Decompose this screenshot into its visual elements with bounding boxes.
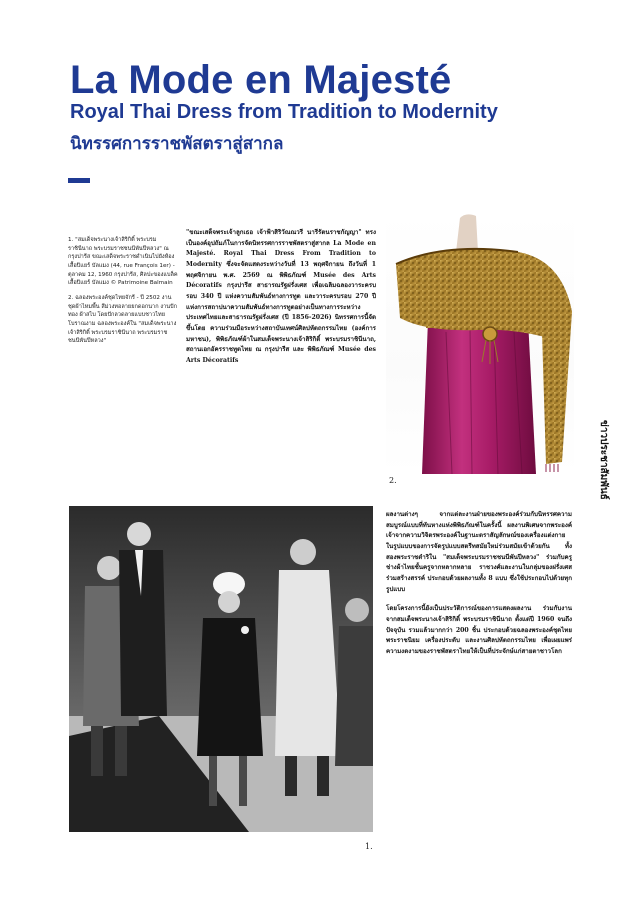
- article-paragraph: ผลงานต่างๆ จากแต่ละงานฝ่ายของพระองค์ร่วมกับนิทรรศความสมบูรณ์แบบที่ทันหางแห่งพิพิธภัณฑ์ในครั้งนี้ ผลงานพิเศษจากพระองค์เจ้าจากความวิจิตรพระองค์ในฐานะตราสัญลักษณ์ของเครื่องแต่งกายในรูปแบบของการจัดรูปแบบสตรีทสมัยใหม่ร่วมสมัยเข้าด้วยกัน ทั้งสองพระราชดำริใน "สมเด็จพระบรมราชชนนีพันปีหลวง" ร่วมกับครูช่างผ้าไทยชั้นครูจากหลากหลาย ราชวงศ์และงานในกลุ่มของฝรั่งเศสร่วมสร้างสรรค์ ประกอบด้วยผลงานทั้ง 8 แบบ ซึ่งใช้ประกอบไปด้วยทุกรูปแบบ: [386, 511, 572, 593]
- article-paragraph: "ขณะเสด็จพระเจ้าลูกเธอ เจ้าฟ้าสิริวัณณวรี นารีรัตนราชกัญญา" ทรงเป็นองค์อุปถัมภ์ในการจัดนิทรรศการราชพัสตราสู่สากล La Mode en Majesté. Royal Thai Dress From Tradition to Modernity ซึ่งจะจัดแสดงระหว่างวันที่ 13 พฤศจิกายน ถึงวันที่ 1 พฤศจิกายน พ.ศ. 2569 ณ พิพิธภัณฑ์ Musée des Arts Décoratifs กรุงปารีส สาธารณรัฐฝรั่งเศส เพื่อเฉลิมฉลองวาระครบรอบ 340 ปี แห่งความสัมพันธ์ทางการทูต และวาระครบรอบ 270 ปี แห่งการสถาปนาความสัมพันธ์ทางการทูตอย่างเป็นทางการระหว่างประเทศไทยและสาธารณรัฐฝรั่งเศส (ปี 1856-2026) นิทรรศการนี้จัดขึ้นโดย ความร่วมมือระหว่างสถาบันเทศน์ศิลปหัตถกรรมไทย (องค์การมหาชน), พิพิธภัณฑ์ผ้าในสมเด็จพระนางเจ้าสิริกิติ์ พระบรมราชินีนาถ, สถานเอกอัครราชทูตไทย ณ กรุงปารีส และ พิพิธภัณฑ์ Musée des Arts Décoratifs: [186, 229, 376, 364]
- dress-photo: [386, 212, 574, 474]
- caption-photo-1: 1.: [365, 842, 373, 851]
- side-section-label: ข่าวประชาสัมพันธ์: [598, 420, 609, 500]
- article-paragraph: โดยโครงการนี้ยังเป็นประวัติการณ์ของการแสดงผลงาน ร่วมกับงานจากสมเด็จพระนางเจ้าสิริกิติ์ พระบรมราชินีนาถ ตั้งแต่ปี 1960 จนถึงปัจจุบัน รวมแล้วมากกว่า 200 ชิ้น ประกอบด้วยฉลองพระองค์ชุดไทยพระราชนิยม เครื่องประดับ และงานศิลปหัตถกรรมไทย เพื่อเผยแพร่ความงดงามของราชพัสตราไทยให้เป็นที่ประจักษ์แก่สายตาชาวโลก: [386, 605, 572, 655]
- caption-photo-2: 2.: [389, 476, 397, 485]
- page-subtitle-thai: นิทรรศการราชพัสตราสู่สากล: [70, 134, 284, 154]
- historical-photo-illustration: [69, 506, 373, 832]
- page-title: La Mode en Majesté: [70, 58, 452, 102]
- photo-notes: [68, 236, 178, 352]
- article-column-1: [186, 228, 376, 367]
- dress-illustration: [386, 212, 574, 474]
- accent-bar: [68, 178, 90, 183]
- page-subtitle-english: Royal Thai Dress from Tradition to Modernity: [70, 101, 498, 123]
- photo-note-1: 1. "สมเด็จพระนางเจ้าสิริกิติ์ พระบรมราชินีนาถ พระบรมราชชนนีพันปีหลวง" ณ กรุงปารีส ขณะเสด็จพระราชดำเนินไปยังห้องเสื้อปิแยร์ บัลแมง (44, rue François 1er) - ตุลาคม 12, 1960 กรุงปารีส, ศิลปะของแบล็คเสื้อปิแยร์ บัลแมง © Patrimoine Balmain: [68, 237, 178, 287]
- article-column-2: [386, 510, 572, 667]
- historical-photo: [69, 506, 373, 832]
- photo-note-2: 2. ฉลองพระองค์ชุดไทยจักรี - ปี 2502 งานชุดผ้าไหมพื้น สีม่วงทอลายยกดอกนาก งานปักทอง ผ้าสไบ โดยปักลวดลายแบบชาวไทยโบราณงาม ฉลองพระองค์ใน "สมเด็จพระนางเจ้าสิริกิติ์ พระบรมราชินีนาถ พระบรมราชชนนีพันปีหลวง": [68, 294, 177, 345]
